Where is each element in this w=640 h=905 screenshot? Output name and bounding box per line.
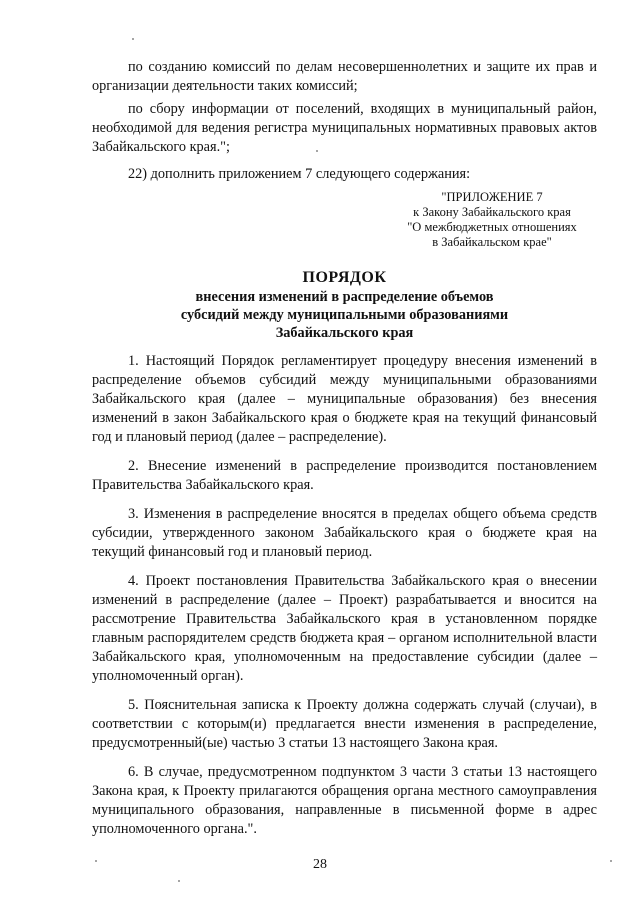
clause-5: 5. Пояснительная записка к Проекту должна содержать случай (случаи), в соответствии с которым(и) предлагается внести изменения в распределение, предусмотренный(ые) частью 3 статьи 13 настоящего Закона края. — [92, 697, 597, 751]
annex-header — [392, 190, 592, 250]
annex-line: в Забайкальском крае" — [432, 235, 552, 249]
annex-line: "О межбюджетных отношениях — [407, 220, 577, 234]
scan-speck — [132, 38, 134, 40]
document-title — [92, 268, 597, 342]
title-line: внесения изменений в распределение объемов — [195, 289, 494, 305]
document-page — [92, 58, 597, 839]
clause-3: 3. Изменения в распределение вносятся в пределах общего объема средств субсидии, утвержденного законом Забайкальского края о бюджете края на текущий финансовый год и плановый период. — [92, 506, 597, 560]
clause-1: 1. Настоящий Порядок регламентирует процедуру внесения изменений в распределение объемов субсидий между муниципальными образованиями Забайкальского края (далее – муниципальные образования) без внесения изменений в закон Забайкальского края о бюджете края на текущий финансовый год и плановый период (далее – распределение). — [92, 353, 597, 445]
scan-speck — [610, 860, 612, 862]
scan-speck — [95, 860, 97, 862]
paragraph-commissions: по созданию комиссий по делам несовершеннолетних и защите их прав и организации деятельности таких комиссий; — [92, 59, 597, 94]
annex-line: "ПРИЛОЖЕНИЕ 7 — [441, 190, 543, 204]
clause-2: 2. Внесение изменений в распределение производится постановлением Правительства Забайкальского края. — [92, 458, 597, 493]
annex-line: к Закону Забайкальского края — [413, 205, 571, 219]
clause-4: 4. Проект постановления Правительства Забайкальского края о внесении изменений в распределение (далее – Проект) разрабатывается и вносится на рассмотрение Правительства Забайкальского края в установленном порядке главным распорядителем средств бюджета края – органом исполнительной власти Забайкальского края, уполномоченным на предоставление субсидии (далее – уполномоченный орган). — [92, 573, 597, 684]
paragraph-register: по сбору информации от поселений, входящих в муниципальный район, необходимой для ведения регистра муниципальных нормативных правовых актов Забайкальского края."; — [92, 101, 597, 155]
title-line: Забайкальского края — [275, 325, 414, 341]
scan-speck — [178, 880, 180, 882]
scan-speck — [316, 150, 318, 152]
clause-6: 6. В случае, предусмотренном подпунктом 3 части 3 статьи 13 настоящего Закона края, к Проекту прилагаются обращения органа местного самоуправления муниципального образования, направленные в письменной форме в адрес уполномоченного органа.". — [92, 764, 597, 837]
title-main: ПОРЯДОК — [302, 269, 387, 286]
paragraph-amendment-22: 22) дополнить приложением 7 следующего содержания: — [128, 166, 471, 182]
title-line: субсидий между муниципальными образованиями — [180, 307, 509, 323]
page-number: 28 — [313, 857, 327, 872]
